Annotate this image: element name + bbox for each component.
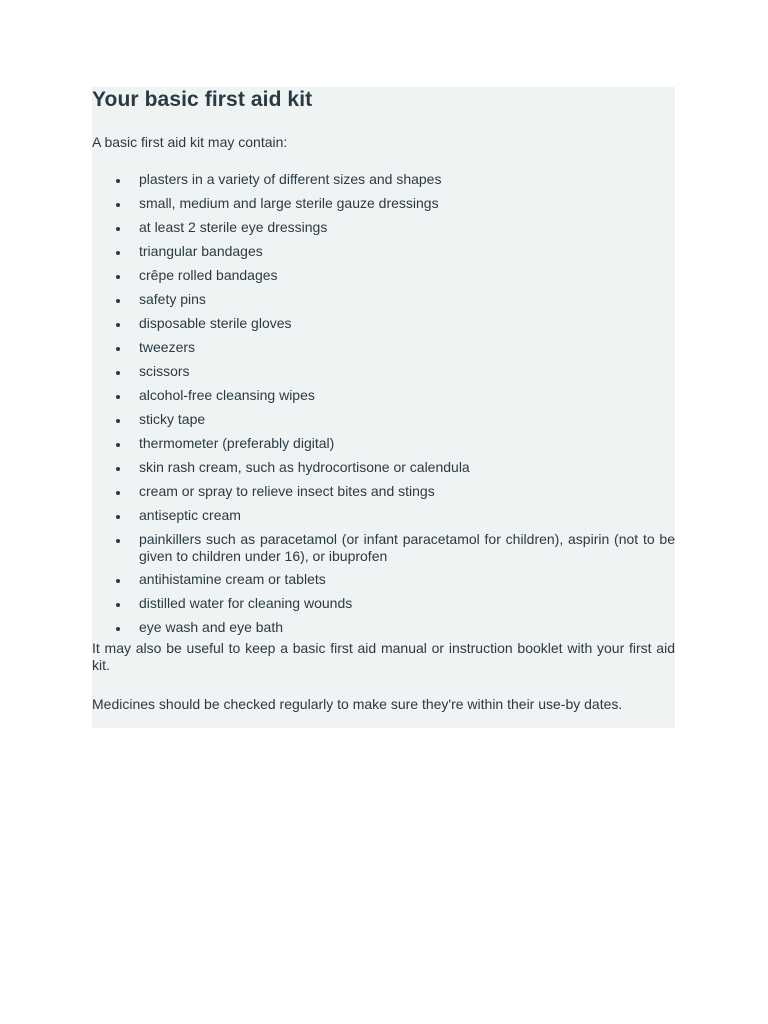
list-item <box>92 411 675 428</box>
bullet-icon <box>116 299 120 303</box>
manual-paragraph: It may also be useful to keep a basic first aid manual or instruction booklet with your first aid kit. <box>92 640 675 673</box>
bullet-icon <box>116 347 120 351</box>
list-item <box>92 571 675 588</box>
bullet-icon <box>116 227 120 231</box>
bullet-icon <box>116 203 120 207</box>
list-item <box>92 435 675 452</box>
bullet-icon <box>116 627 120 631</box>
bullet-icon <box>116 179 120 183</box>
list-item-text: crêpe rolled bandages <box>139 267 278 283</box>
list-item <box>92 219 675 236</box>
list-item-text: antiseptic cream <box>139 507 241 523</box>
list-item <box>92 507 675 524</box>
list-item-text: antihistamine cream or tablets <box>139 571 326 587</box>
list-item-text: cream or spray to relieve insect bites and stings <box>139 483 435 499</box>
bullet-icon <box>116 419 120 423</box>
list-item-text: scissors <box>139 363 190 379</box>
list-item-text: distilled water for cleaning wounds <box>139 595 353 611</box>
list-item-text: small, medium and large sterile gauze dressings <box>139 195 439 211</box>
bullet-icon <box>116 491 120 495</box>
list-item-text: plasters in a variety of different sizes and shapes <box>139 171 442 187</box>
list-item-text: disposable sterile gloves <box>139 315 292 331</box>
bullet-icon <box>116 603 120 607</box>
list-item-text: alcohol-free cleansing wipes <box>139 387 315 403</box>
list-item <box>92 619 675 636</box>
bullet-icon <box>116 515 120 519</box>
list-item-text: at least 2 sterile eye dressings <box>139 219 328 235</box>
bullet-icon <box>116 579 120 583</box>
medicines-paragraph: Medicines should be checked regularly to make sure they're within their use-by dates. <box>92 696 623 712</box>
list-item <box>92 531 675 565</box>
bullet-icon <box>116 323 120 327</box>
list-item-text: tweezers <box>139 339 196 355</box>
list-item <box>92 387 675 404</box>
list-item-text: sticky tape <box>139 411 206 427</box>
bullet-icon <box>116 275 120 279</box>
list-item-text: eye wash and eye bath <box>139 619 283 635</box>
list-item <box>92 595 675 612</box>
list-item <box>92 195 675 212</box>
list-item <box>92 339 675 356</box>
list-item <box>92 315 675 332</box>
bullet-icon <box>116 251 120 255</box>
list-item <box>92 243 675 260</box>
list-item <box>92 363 675 380</box>
list-item <box>92 291 675 308</box>
bullet-icon <box>116 443 120 447</box>
list-item-text: painkillers such as paracetamol (or infant paracetamol for children), aspirin (not to be given to children under 16), or ibuprofen <box>139 531 675 564</box>
list-item-text: safety pins <box>139 291 206 307</box>
list-item-text: skin rash cream, such as hydrocortisone or calendula <box>139 459 470 475</box>
bullet-icon <box>116 395 120 399</box>
list-item-text: triangular bandages <box>139 243 263 259</box>
bullet-icon <box>116 467 120 471</box>
page-title: Your basic first aid kit <box>92 88 313 111</box>
list-item-text: thermometer (preferably digital) <box>139 435 335 451</box>
first-aid-kit-list <box>92 171 675 643</box>
list-item <box>92 459 675 476</box>
article-content <box>92 87 675 728</box>
bullet-icon <box>116 539 120 543</box>
list-item <box>92 171 675 188</box>
list-item <box>92 267 675 284</box>
intro-text: A basic first aid kit may contain: <box>92 134 288 150</box>
list-item <box>92 483 675 500</box>
bullet-icon <box>116 371 120 375</box>
